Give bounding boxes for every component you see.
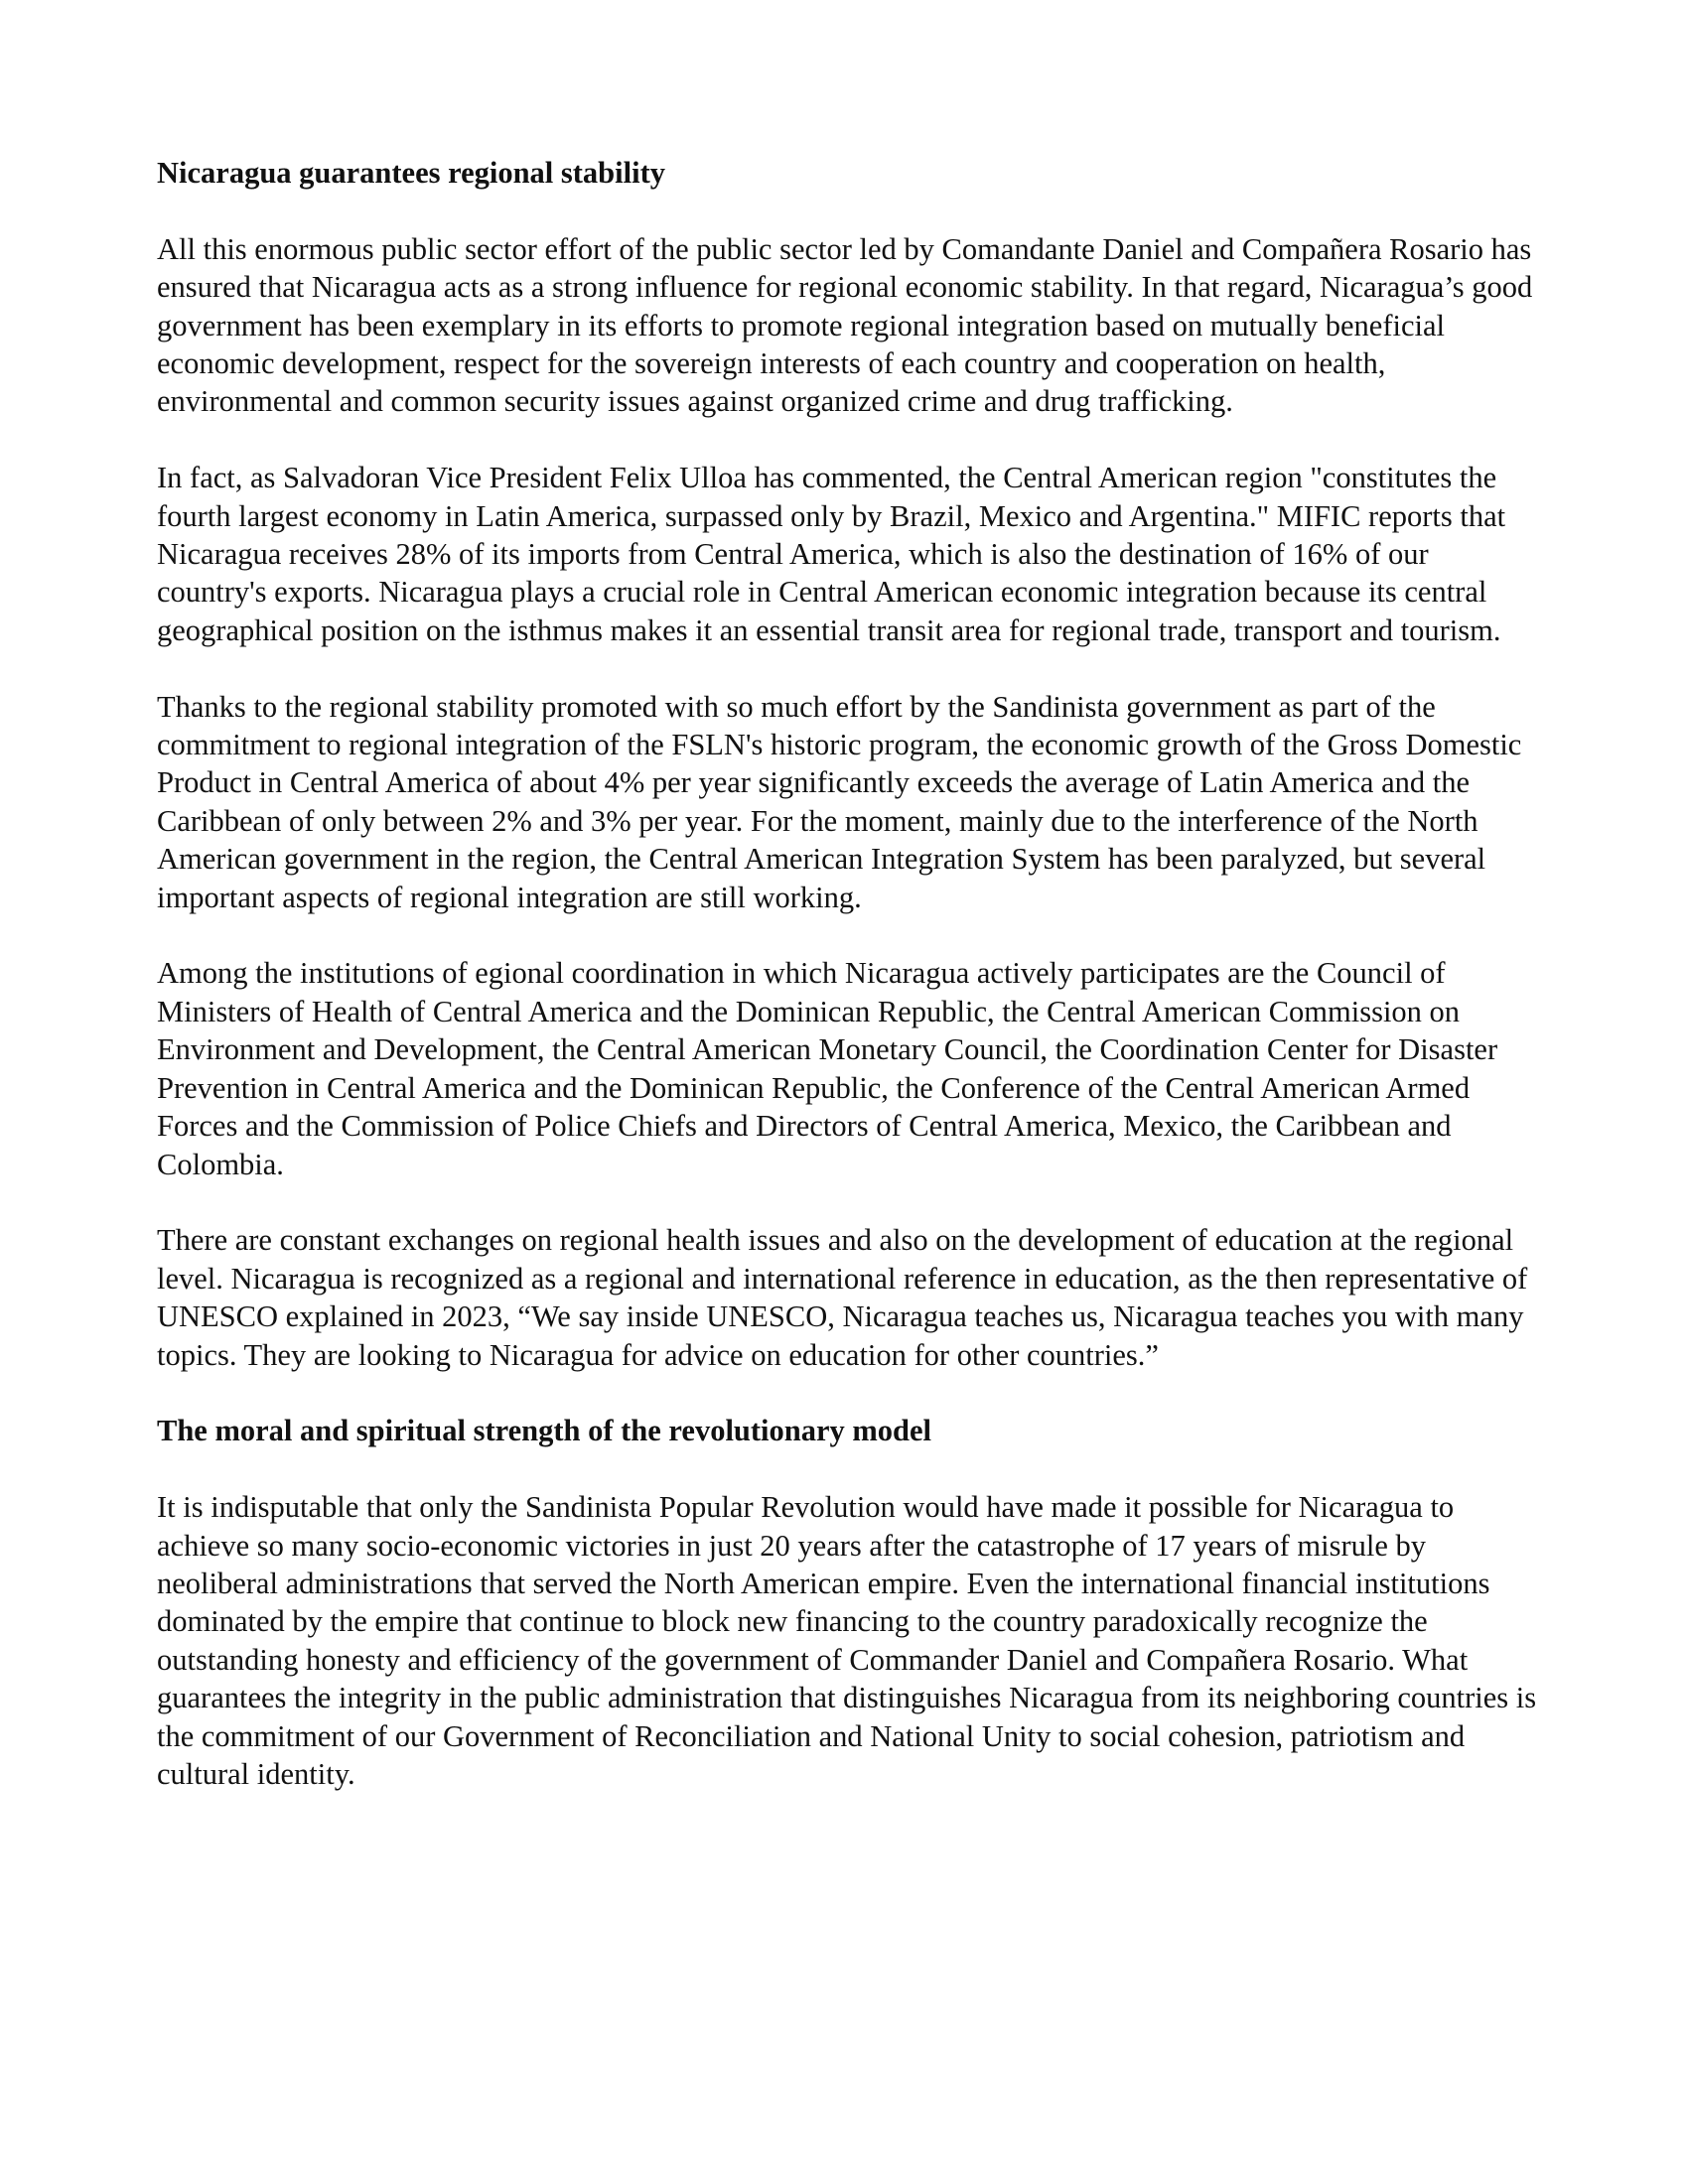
section-regional-stability bbox=[157, 154, 1537, 1374]
section-moral-strength bbox=[157, 1412, 1537, 1793]
section-heading: Nicaragua guarantees regional stability bbox=[157, 156, 665, 190]
paragraph: Thanks to the regional stability promoted with so much effort by the Sandinista government as part of the commitment to regional integration of the FSLN's historic program, the economic growth of the Gross Domestic Product in Central America of about 4% per year significantly exceeds the average of Latin America and the Caribbean of only between 2% and 3% per year. For the moment, mainly due to the interference of the North American government in the region, the Central American Integration System has been paralyzed, but several important aspects of regional integration are still working. bbox=[157, 689, 1522, 914]
paragraph: There are constant exchanges on regional health issues and also on the development of education at the regional level. Nicaragua is recognized as a regional and international reference in education, as the then representative of UNESCO explained in 2023, “We say inside UNESCO, Nicaragua teaches us, Nicaragua teaches you with many topics. They are looking to Nicaragua for advice on education for other countries.” bbox=[157, 1223, 1528, 1372]
paragraph: Among the institutions of egional coordination in which Nicaragua actively participates are the Council of Ministers of Health of Central America and the Dominican Republic, the Central American Commission on Environment and Development, the Central American Monetary Council, the Coordination Center for Disaster Prevention in Central America and the Dominican Republic, the Conference of the Central American Armed Forces and the Commission of Police Chiefs and Directors of Central America, Mexico, the Caribbean and Colombia. bbox=[157, 956, 1498, 1181]
section-heading: The moral and spiritual strength of the revolutionary model bbox=[157, 1414, 932, 1448]
document-page bbox=[157, 154, 1537, 1832]
paragraph: All this enormous public sector effort of the public sector led by Comandante Daniel and Compañera Rosario has ensured that Nicaragua acts as a strong influence for regional economic stability. In that regard, Nicaragua’s good government has been exemplary in its efforts to promote regional integration based on mutually beneficial economic development, respect for the sovereign interests of each country and cooperation on health, environmental and common security issues against organized crime and drug trafficking. bbox=[157, 231, 1533, 419]
paragraph: It is indisputable that only the Sandinista Popular Revolution would have made it possible for Nicaragua to achieve so many socio-economic victories in just 20 years after the catastrophe of 17 years of misrule by neoliberal administrations that served the North American empire. Even the international financial institutions dominated by the empire that continue to block new financing to the country paradoxically recognize the outstanding honesty and efficiency of the government of Commander Daniel and Compañera Rosario. What guarantees the integrity in the public administration that distinguishes Nicaragua from its neighboring countries is the commitment of our Government of Reconciliation and National Unity to social cohesion, patriotism and cultural identity. bbox=[157, 1490, 1537, 1791]
paragraph: In fact, as Salvadoran Vice President Felix Ulloa has commented, the Central American region "constitutes the fourth largest economy in Latin America, surpassed only by Brazil, Mexico and Argentina." MIFIC reports that Nicaragua receives 28% of its imports from Central America, which is also the destination of 16% of our country's exports. Nicaragua plays a crucial role in Central American economic integration because its central geographical position on the isthmus makes it an essential transit area for regional trade, transport and tourism. bbox=[157, 461, 1506, 647]
